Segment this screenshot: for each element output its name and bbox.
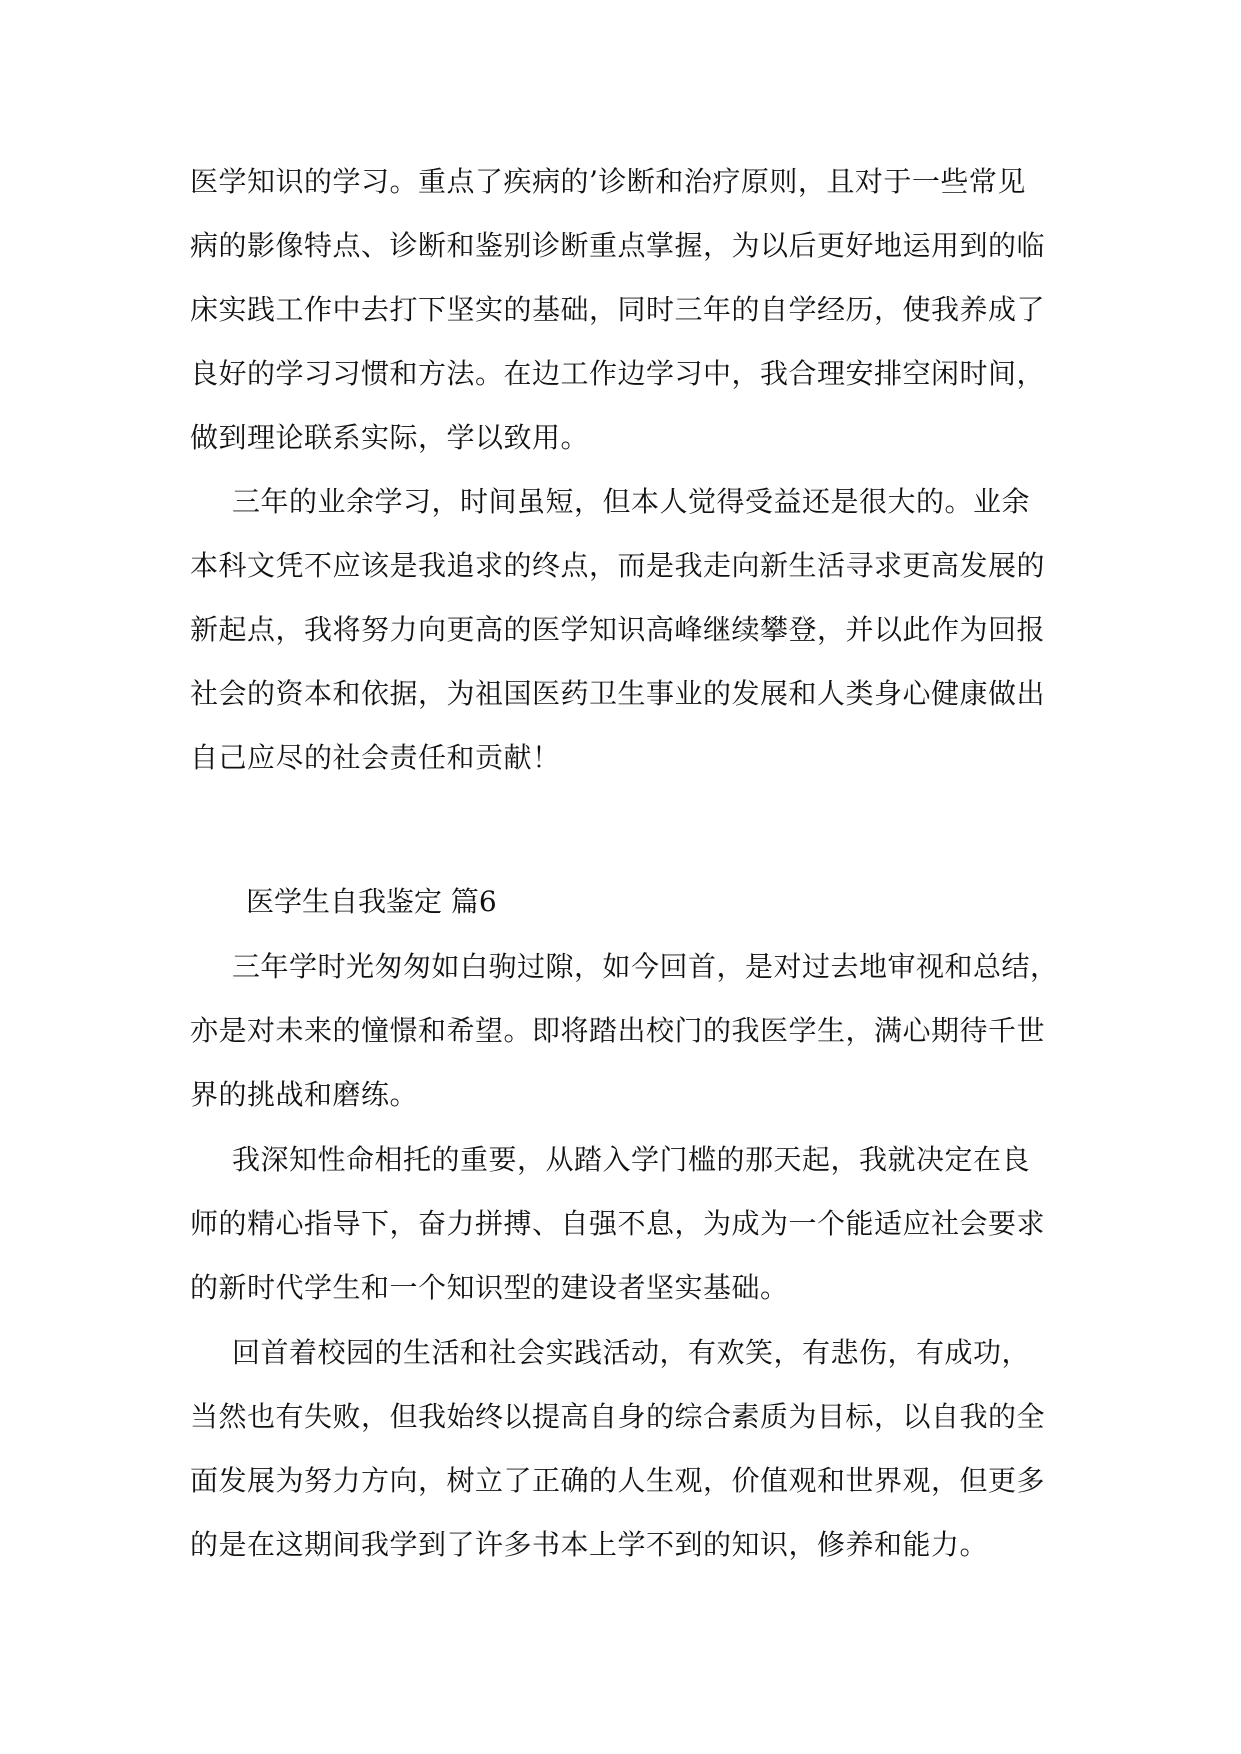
paragraph-line: 的新时代学生和一个知识型的建设者坚实基础。 xyxy=(190,1271,789,1304)
paragraph-line: 新起点，我将努力向更高的医学知识高峰继续攀登，并以此作为回报 xyxy=(190,613,1046,646)
paragraph-1 xyxy=(190,150,1070,470)
paragraph-4 xyxy=(190,1128,1070,1320)
paragraph-line: 社会的资本和依据，为祖国医药卫生事业的发展和人类身心健康做出 xyxy=(190,677,1046,710)
paragraph-line: 三年的业余学习，时间虽短，但本人觉得受益还是很大的。业余 xyxy=(232,485,1031,518)
paragraph-line: 回首着校园的生活和社会实践活动，有欢笑，有悲伤，有成功， xyxy=(232,1336,1031,1369)
paragraph-line: 三年学时光匆匆如白驹过隙，如今回首，是对过去地审视和总结， xyxy=(232,950,1059,983)
paragraph-line: 当然也有失败，但我始终以提高自身的综合素质为目标，以自我的全 xyxy=(190,1400,1046,1433)
section-heading: 医学生自我鉴定 篇6 xyxy=(246,885,497,918)
paragraph-line: 我深知性命相托的重要，从踏入学门槛的那天起，我就决定在良 xyxy=(232,1143,1031,1176)
paragraph-line: 病的影像特点、诊断和鉴别诊断重点掌握，为以后更好地运用到的临 xyxy=(190,229,1046,262)
paragraph-line: 本科文凭不应该是我追求的终点，而是我走向新生活寻求更高发展的 xyxy=(190,549,1046,582)
paragraph-line: 的是在这期间我学到了许多书本上学不到的知识，修养和能力。 xyxy=(190,1528,989,1561)
paragraph-line: 界的挑战和磨练。 xyxy=(190,1078,419,1111)
paragraph-5 xyxy=(190,1321,1070,1577)
paragraph-line: 做到理论联系实际，学以致用。 xyxy=(190,421,590,454)
paragraph-3 xyxy=(190,935,1070,1127)
paragraph-line: 亦是对未来的憧憬和希望。即将踏出校门的我医学生，满心期待千世 xyxy=(190,1014,1046,1047)
paragraph-line: 医学知识的学习。重点了疾病的’诊断和治疗原则，且对于一些常见 xyxy=(190,165,1026,198)
paragraph-2 xyxy=(190,470,1070,790)
paragraph-line: 床实践工作中去打下坚实的基础，同时三年的自学经历，使我养成了 xyxy=(190,293,1046,326)
paragraph-line: 良好的学习习惯和方法。在边工作边学习中，我合理安排空闲时间， xyxy=(190,357,1046,390)
paragraph-line: 自己应尽的社会责任和贡献！ xyxy=(190,741,561,774)
paragraph-line: 面发展为努力方向，树立了正确的人生观，价值观和世界观，但更多 xyxy=(190,1464,1046,1497)
paragraph-line: 师的精心指导下，奋力拼搏、自强不息，为成为一个能适应社会要求 xyxy=(190,1207,1046,1240)
